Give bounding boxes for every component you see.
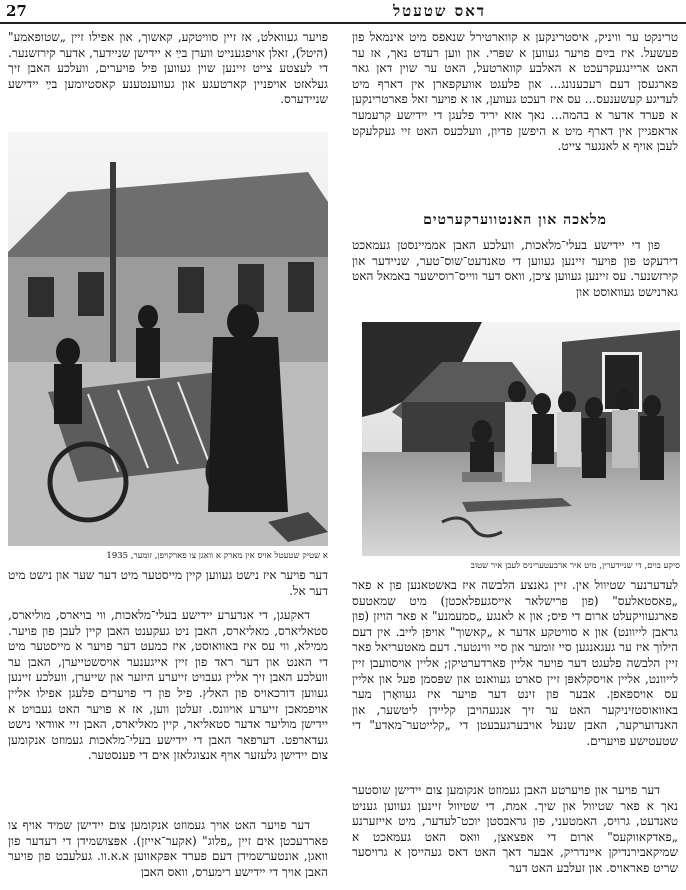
running-title: דאס שטעטל xyxy=(393,2,486,20)
paragraph: דער פויער און פויערטע האבן געמוזט אנקומען צום יידישן שוסטער נאך א פאר שטיוול און שיך. אמת, די שטיוול זיינען געווען געניט טאנדעט, גרויס, האמטעני, פון גראבסטן יוכט־לעדער, מיט אייזערנע „פאדקאווקעס" ארום די אפצאצן, וואס האט געמאכט א שמיקאבירנדיקן אײנדריק, אבער דאך האט דאס געהייסן א גרויסער שריט פאראויס. און זעלבע האט דער xyxy=(352,783,678,875)
photo-graphic xyxy=(8,132,328,546)
photo-caption-right: סיקע בוים, די שניידערין, מיט איר ארבעטעריניס לעבן איר שטוב xyxy=(470,561,680,571)
paragraph: פויער געוואלט, אז זיין סוויטקע, קאשוך, און אפילו זיין „שטופאמע" (היטל), זאלן אויפגענייט ווערן בײַ א יידישן שניידער, אדער קירזשנער. די לעצטע צייט זיינען שוין געווען פיל פויערים, וועלכע האבן זיך געלאזט אויפניין קארטעגע און געווענטענע קאסטיומען בײַ יידישע שניידערס. xyxy=(8,30,328,107)
left-column-top-text xyxy=(8,30,328,122)
left-column-para-1 xyxy=(8,608,328,814)
section-heading: מלאכה און האנטווערקערטים xyxy=(423,212,607,228)
right-column-bottom-text xyxy=(352,578,678,778)
right-column-bottom-text-2 xyxy=(352,783,678,887)
left-column-para-2 xyxy=(8,818,328,886)
right-column-top-text xyxy=(352,30,678,198)
paragraph: לעדערנער שטיוול אין. זיין גאנצע הלבשה איז באשטאנען פון א פאר „פאסטאלעס" (פון פרישלאר אייסגעפלאכטן) מיט שמאטעס פארגעוויקעלט ארום די פיס; און א לאנגע „סמעמנע" א פאר הויזן (פון גראבן לייוונט) און א סוויטקע אדער א „קאשוך" אויפן לייב. אין דעם הילוך איז ער געגאנגען סיי זומער און סיי ווינטער. דעם מאטעריאל פאר זיין הלבשה פלעגט דער פויער אליין פארדערטיקן; אליין אויסוועבן זיין לייוונט, אליין אויסקלאפּן זיין סארט געוואנט און שפּסמן פעל און אליין עס אויספאפן. אבער פון זינט דער פויער איז געוואָרן מער באוואוסטזיניקער האט ער זיך אנגעהויבן קליידן ליטשער, און האנדוערקער, האבן שנעל אויבערגעבעטן די „קלייטער־מאדע" די שטעטישע פויערים. xyxy=(352,578,678,748)
running-header xyxy=(0,0,686,24)
paragraph: דאקעגן, די אנדערע יידישע בעלי־מלאכות, ווי בויארס, מוליארס, סטאליארס, מאליארס, האבן ניט געקענט האבן קיין לעבן פון פויער. ממילא, ווי עס איז באוואוסט, איז כמעט דער פויער א מייסטער מיט די האנט און דער ראד פון זיין אייגענער אויסשטייערן, האבן ער וועלכע האבן זיך אליין געבויט זייערע היזער און שייערן, וועלכע זיינען געווען דורכאויס פון האלץ. פיל פון די פויערים פלעגן אפילו אליין אויפמאכן זייערע אויוונס. זעלטן ווען, אז א פויער האט געבויט א יידישן מוליער אדער סטאליאר, קיין מאליארס, האבן זיי אוודאי נישט געדארפט. דערפאר האבן די יידישע בעלי־מלאכות געמוזט אנקומען צום יידישן גלעזער אויף אנצוגלאזן אים די פענסטער. xyxy=(8,608,328,763)
photo-seamstress-house xyxy=(362,322,680,556)
photo-caption-left: א שטיק שטעטל אויס אין מארק א וואגן צו פארקויפן, זומער, 1935 xyxy=(106,551,328,561)
left-column-caption-text xyxy=(8,568,328,600)
page-number: 27 xyxy=(6,2,27,20)
paragraph: פון די יידישע בעלי־מלאכות, וועלכע האבן אממיינסטן געמאכט דירעקט פון פויער זיינען געווען די טאנדעט־שוס־טער, שניידער און קירזשנער. עס זיינען געווען ציכן, וואס דער ווייס־רוסישער באמאל האט גארנישט געוואוסט און xyxy=(352,238,678,299)
photo-graphic xyxy=(362,322,680,556)
paragraph: טרינקט ער וויניק, איסטרינקען א קווארטירל שנאפס מיט אינמאל פון פעשעל. איז בײַם פויער געווען א שפּרי. און ווען רעדט נאך, אז ער האט אריינגעקרעכט א האלבע קווארטעל, האט ער שוין דאן גאר פארגעסן דעם רעכענונג... און פלעגט אוועקפארן אין דארף מיט לעדיגע קעשענעס... עס איז רעכט געווען, או א פויער זאל פארטרינקען א פערד אדער א בהמה... נאך אזא יריד פלעגן די יידישע קרעמער אראפגיין אין דארף מיט א היפשן פדיון, וועלכעס האט זיי געקלעקט לעבן אויף א לאנגער צייט. xyxy=(352,30,678,154)
right-column-intro xyxy=(352,238,678,318)
paragraph: דער פויער האט אויך געמוזט אנקומען צום יידישן שמיד אויף צו פאררעכטן אים זיין „פלוג" (אקער־אייזן). אפּצושמידן די רעדער פון וואגן, אונטערשמידן דעם פערד אפּקאווען א.א.וו. געלעבט פון פויער האבן אויך די יידישע רימערס, וואס האבן xyxy=(8,818,328,879)
photo-market-wagon xyxy=(8,132,328,546)
paragraph: דער פויער איז נישט געווען קיין מייסטער מיט דער שער און נישט מיט דער אל. xyxy=(8,568,328,598)
